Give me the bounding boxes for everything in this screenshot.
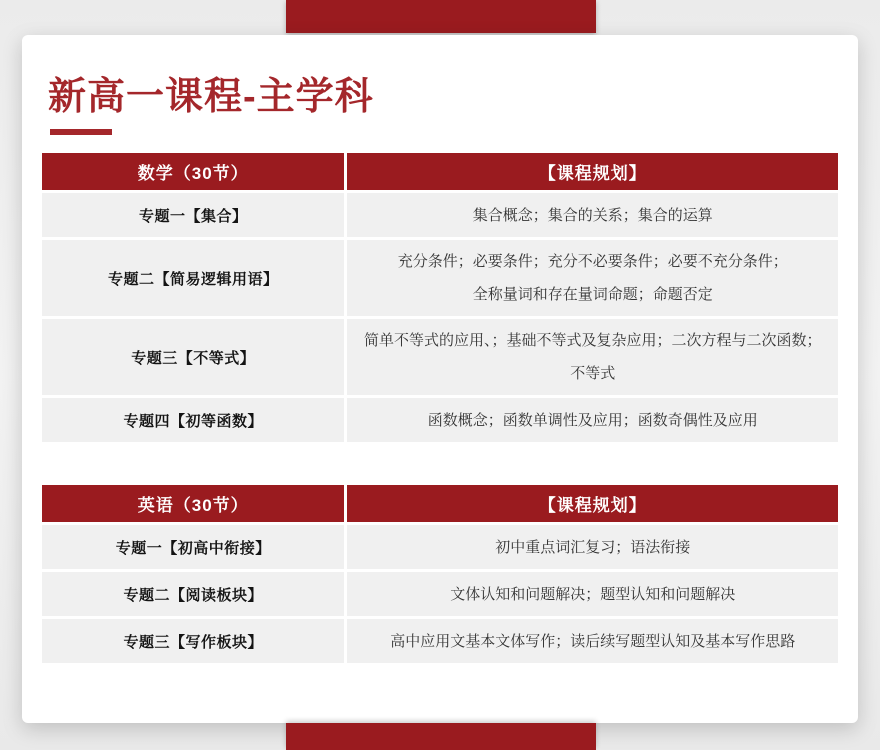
row-content-line: 文体认知和问题解决；题型认知和问题解决	[450, 585, 736, 603]
math-table-body	[42, 193, 838, 442]
row-content	[347, 398, 838, 442]
row-content	[347, 572, 838, 616]
row-content-line: 全称量词和存在量词命题；命题否定	[472, 286, 713, 303]
content-card	[22, 35, 858, 723]
row-topic: 专题二【简易逻辑用语】	[42, 240, 344, 316]
row-topic: 专题一【集合】	[42, 193, 344, 237]
row-topic: 专题二【阅读板块】	[42, 572, 344, 616]
row-content-line: 函数概念；函数单调性及应用；函数奇偶性及应用	[427, 411, 758, 429]
table-row	[42, 398, 838, 442]
table-row	[42, 240, 838, 316]
math-course-table	[42, 153, 838, 442]
row-topic: 专题一【初高中衔接】	[42, 525, 344, 569]
row-content-line: 简单不等式的应用、；基础不等式及复杂应用；二次方程与二次函数；不等式	[363, 332, 822, 382]
math-table-header	[42, 153, 838, 190]
row-content	[347, 193, 838, 237]
row-content-line: 集合概念；集合的关系；集合的运算	[472, 206, 713, 224]
row-content-line: 初中重点词汇复习；语法衔接	[495, 538, 691, 556]
row-topic: 专题四【初等函数】	[42, 398, 344, 442]
row-content-line: 高中应用文基本文体写作；读后续写题型认知及基本写作思路	[390, 632, 796, 650]
row-topic: 专题三【不等式】	[42, 319, 344, 395]
row-content	[347, 525, 838, 569]
bottom-accent-bar	[286, 723, 596, 750]
math-plan-header: 【课程规划】	[347, 153, 838, 190]
table-row	[42, 619, 838, 663]
title-underline	[50, 129, 112, 135]
top-accent-bar	[286, 0, 596, 33]
table-row	[42, 319, 838, 395]
english-table-header	[42, 485, 838, 522]
row-topic: 专题三【写作板块】	[42, 619, 344, 663]
row-content	[347, 240, 838, 316]
row-content	[347, 619, 838, 663]
english-course-table	[42, 485, 838, 663]
table-row	[42, 525, 838, 569]
row-content	[347, 319, 838, 395]
english-table-body	[42, 525, 838, 663]
table-row	[42, 193, 838, 237]
english-plan-header: 【课程规划】	[347, 485, 838, 522]
table-row	[42, 572, 838, 616]
math-subject-header: 数学（30节）	[42, 153, 344, 190]
english-subject-header: 英语（30节）	[42, 485, 344, 522]
page-title: 新高一课程-主学科	[48, 76, 374, 118]
row-content-line: 充分条件；必要条件；充分不必要条件；必要不充分条件；	[397, 253, 788, 270]
